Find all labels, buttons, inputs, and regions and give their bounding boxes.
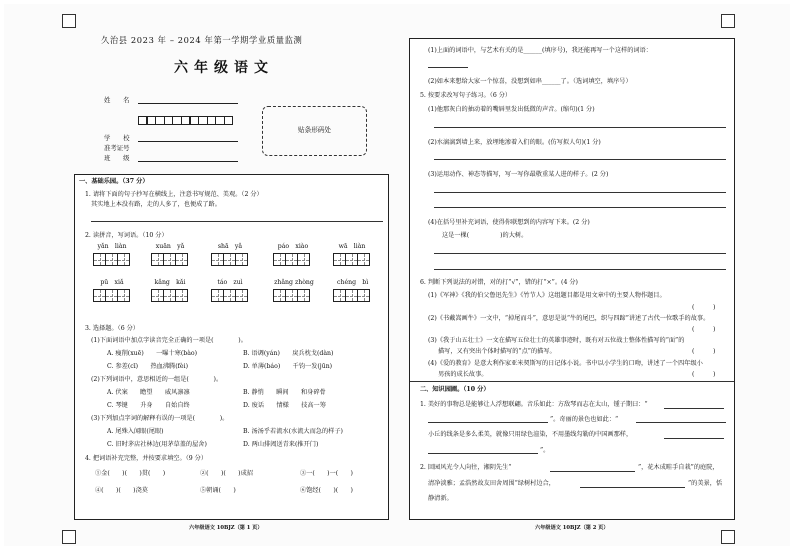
q4-prompt: 4. 把词语补充完整，并按要求填空。（9 分） (85, 455, 208, 462)
name-label: 姓 名 (104, 96, 130, 104)
part-two-title: 二、知识园圃。（10 分） (420, 386, 490, 393)
q5-s1-answer-line[interactable] (434, 127, 726, 128)
id-label: 准考证号 (104, 144, 130, 152)
id-number-boxes[interactable] (138, 116, 233, 125)
pinyin-5: wā liàn (338, 243, 366, 250)
pinyin-9: zhǎng zhòng (274, 279, 314, 286)
q5-s4-answer-line-2[interactable] (434, 269, 726, 270)
tian-grid-2[interactable] (151, 253, 188, 266)
tian-grid-1[interactable] (93, 253, 130, 266)
q3-s3-option-d[interactable]: D. 两山排闼送青来(推开门) (243, 441, 319, 448)
q3-s2-option-a[interactable]: A. 伏案 瞻望 威风凛凛 (107, 389, 190, 396)
p2-q1-blank-4[interactable] (664, 438, 724, 439)
q1-prompt: 1. 请将下面的句子抄写在横线上，注意书写规范、美观。（2 分） (85, 191, 263, 198)
q5-s2-answer-line[interactable] (434, 159, 726, 160)
page-two (401, 4, 790, 546)
q6-s3: (3)《我于山五壮士》一文在描写五位壮士的英雄事迹时，既有对五位战士整体性描写的“面”的 (428, 337, 685, 344)
q3-s1-option-a[interactable]: A. 瘦削(xuē) 一曝十寒(bào) (107, 350, 198, 357)
q3-s2-option-d[interactable]: D. 废话 情様 技高一筹 (243, 402, 326, 409)
q5-s2: (2)水漓漓到墙上来，放埋地渗着入们的眼。(仿写拟人句)(1 分) (428, 139, 601, 146)
pinyin-10: chéng bì (337, 279, 369, 286)
q3-s1-option-d[interactable]: D. 单薄(báo) 千钧一发(jūn) (243, 363, 333, 370)
barcode-area (262, 106, 367, 156)
p2-q2e: 静清新。 (428, 495, 453, 502)
q4c-s1-answer-line[interactable] (428, 67, 468, 68)
school-field[interactable] (138, 141, 238, 142)
p2-q1-blank-5[interactable] (428, 453, 538, 454)
tian-grid-10[interactable] (333, 289, 370, 302)
p2-q1c: 小丘的线条是多么柔美，就像只用绿色渲染，不用墨线勾勒的中国画那样， (428, 431, 633, 438)
q6-s2-answer[interactable]: ( ) (692, 326, 716, 333)
q5-s4-sentence[interactable]: 这是一棵( )的大树。 (442, 232, 528, 239)
q5-s3: (3)运用动作、神态等描写，写一写你最敬重某人进的样子。(2 分) (428, 171, 609, 178)
name-field[interactable] (138, 103, 238, 104)
pinyin-7: kǎng kǎi (154, 279, 186, 286)
pinyin-6: pū xiǎ (100, 279, 124, 286)
q5-prompt: 5. 按要求改写句子练习。（6 分） (420, 92, 512, 99)
q6-s4-cont: 男孩的成长故事。 (438, 371, 488, 378)
p2-q2b: ”，花木成畦手自栽”的庭院， (638, 464, 719, 471)
section-title: 一、基础乐园。（37 分） (79, 178, 149, 185)
p2-q2-blank-2[interactable] (580, 487, 685, 488)
q4c-s2: (2)如本来想给大家一个惊喜，没想到如串______了。（选词填空，填序号） (428, 78, 632, 85)
q6-s1-answer[interactable]: ( ) (692, 304, 716, 311)
q6-s1: (1)《军神》《我的伯父鲁迅先生》《竹节人》这组题目都是用文章中的主要人物作题目。 (428, 292, 666, 299)
q3-prompt: 3. 选择题。（6 分） (85, 325, 139, 332)
exam-title: 久治县 2023 年 – 2024 年第一学期学业质量监测 (101, 35, 303, 45)
q6-s3-answer[interactable]: ( ) (692, 348, 716, 355)
q4-item-4[interactable]: ④( )( )浇莫 (95, 487, 148, 494)
q4c-s1: (1)上面的词语中，与艺术有关的是______(填序号)，我还能再写一个这样的词语： (428, 47, 652, 54)
p2-q1-blank-2[interactable] (428, 422, 548, 423)
p2-q1-blank-1[interactable] (664, 408, 724, 409)
class-label: 班 级 (104, 154, 130, 162)
pinyin-2: xuān yǎ (155, 243, 185, 250)
barcode-label: 贴条形码处 (298, 126, 331, 134)
tian-grid-6[interactable] (93, 289, 130, 302)
q3-s2: (2)下列词语中，意思相近的一组是( )。 (91, 376, 223, 383)
p2-q2-blank-1[interactable] (550, 471, 635, 472)
basics-section (74, 174, 389, 520)
q6-s2: (2)《书戴嵩画牛》一文中，“掉尾而斗”，意思是说“牛的尾巴，织与四蹄”讲述了古代一位歌手的故事。 (428, 315, 710, 322)
tian-grid-7[interactable] (151, 289, 188, 302)
q1-text: 其实地上本没有路，走的人多了，也便成了路。 (91, 201, 221, 208)
q5-s4: (4)在括号里补充词语，使得你联想到的内容写下来。(2 分) (428, 219, 590, 226)
q4-item-2[interactable]: ②( )( )成招 (200, 470, 253, 477)
page-two-frame (409, 38, 735, 520)
q3-s1-option-b[interactable]: B. 语调(yán) 戾兵枕戈(dàn) (243, 350, 334, 357)
page-two-footer: 六年级语文 10BJZ（第 2 页） (535, 525, 609, 531)
school-label: 学 校 (104, 134, 130, 142)
q5-s4-answer-line-1[interactable] (434, 253, 726, 254)
p2-q1: 1. 美好的事物总是能够让人浮想联翩。音乐如此：方敌琴而志在太山，锺子期曰：“ (420, 401, 648, 408)
q2-prompt: 2. 读拼音，写词语。（10 分） (85, 232, 168, 239)
p2-q1-blank-3[interactable] (636, 422, 726, 423)
pinyin-3: shā yǎ (217, 243, 243, 250)
q6-s4-answer[interactable]: ( ) (692, 371, 716, 378)
p2-q2d: ”的美景，恬 (688, 480, 723, 487)
q4-item-5[interactable]: ⑤朝诵( ) (200, 487, 236, 494)
q3-s3: (3)下列加点字词的解释有误的一项是( )。 (91, 415, 229, 422)
q5-s3-answer-line-2[interactable] (434, 207, 726, 208)
tian-grid-8[interactable] (211, 289, 248, 302)
p2-q1b: ”。奇丽的景色也如此：“ (550, 416, 619, 423)
section-divider (410, 381, 734, 382)
tian-grid-3[interactable] (211, 253, 248, 266)
q3-s2-option-b[interactable]: B. 静悄 瞬间 和身碎骨 (243, 389, 326, 396)
q4-item-1[interactable]: ①金( )( )贯( ) (95, 470, 166, 477)
q1-answer-line[interactable] (91, 221, 383, 222)
q3-s3-option-a[interactable]: A. 尾殊入闻眼(尾眼) (107, 428, 164, 435)
pinyin-4: páo xiào (277, 243, 309, 250)
tian-grid-5[interactable] (333, 253, 370, 266)
q3-s3-option-c[interactable]: C. 旧时茅店社林边(用茅草盖的屋舍) (107, 441, 207, 448)
q3-s1: (1)下面词语中加点字读音完全正确的一项是( )。 (91, 337, 247, 344)
pinyin-8: táo zuì (217, 279, 243, 286)
tian-grid-9[interactable] (273, 289, 310, 302)
q3-s1-option-c[interactable]: C. 参差(cī) 热血沸腾(fèi) (107, 363, 188, 370)
q5-s3-answer-line-1[interactable] (434, 192, 726, 193)
q6-s3-cont: 描写，又有突出个体时描写的“点”的描写。 (438, 348, 556, 355)
q5-s1: (1)他那灰白的抽动着的嘴唇里发出低微的声音。(缩句)(1 分) (428, 106, 595, 113)
p2-q1d: ”。 (540, 447, 550, 454)
page-one (4, 4, 397, 546)
q3-s2-option-c[interactable]: C. 琴键 升身 自始自终 (107, 402, 190, 409)
page-one-footer: 六年级语文 10BJZ（第 1 页） (189, 525, 263, 531)
q3-s3-option-b[interactable]: B. 汤汤乎若流水(水流大而急的样子) (243, 428, 343, 435)
tian-grid-4[interactable] (273, 253, 310, 266)
q6-s4: (4)《爱的教育》是意大利作家亚米契斯写的日记体小说。书中以小学生的口吻，讲述了一个四年级小 (428, 360, 703, 367)
p2-q2c: 清净淡雅；孟浩然故友田舍周围“绿树村边合， (428, 480, 555, 487)
pinyin-1: yǎn liàn (97, 243, 127, 250)
subject-title: 六年级语文 (174, 60, 274, 76)
q4-item-3[interactable]: ③一( )一( ) (300, 470, 353, 477)
exam-sheet (4, 4, 790, 546)
class-field[interactable] (138, 161, 238, 162)
q4-item-6[interactable]: ⑥饱经( )( ) (300, 487, 353, 494)
p2-q2: 2. 回园风光令人向往，湘阴先生“ (420, 464, 512, 471)
q6-prompt: 6. 判断下列说法的对错，对的打“√”，错的打“×”。(4 分) (420, 279, 578, 286)
